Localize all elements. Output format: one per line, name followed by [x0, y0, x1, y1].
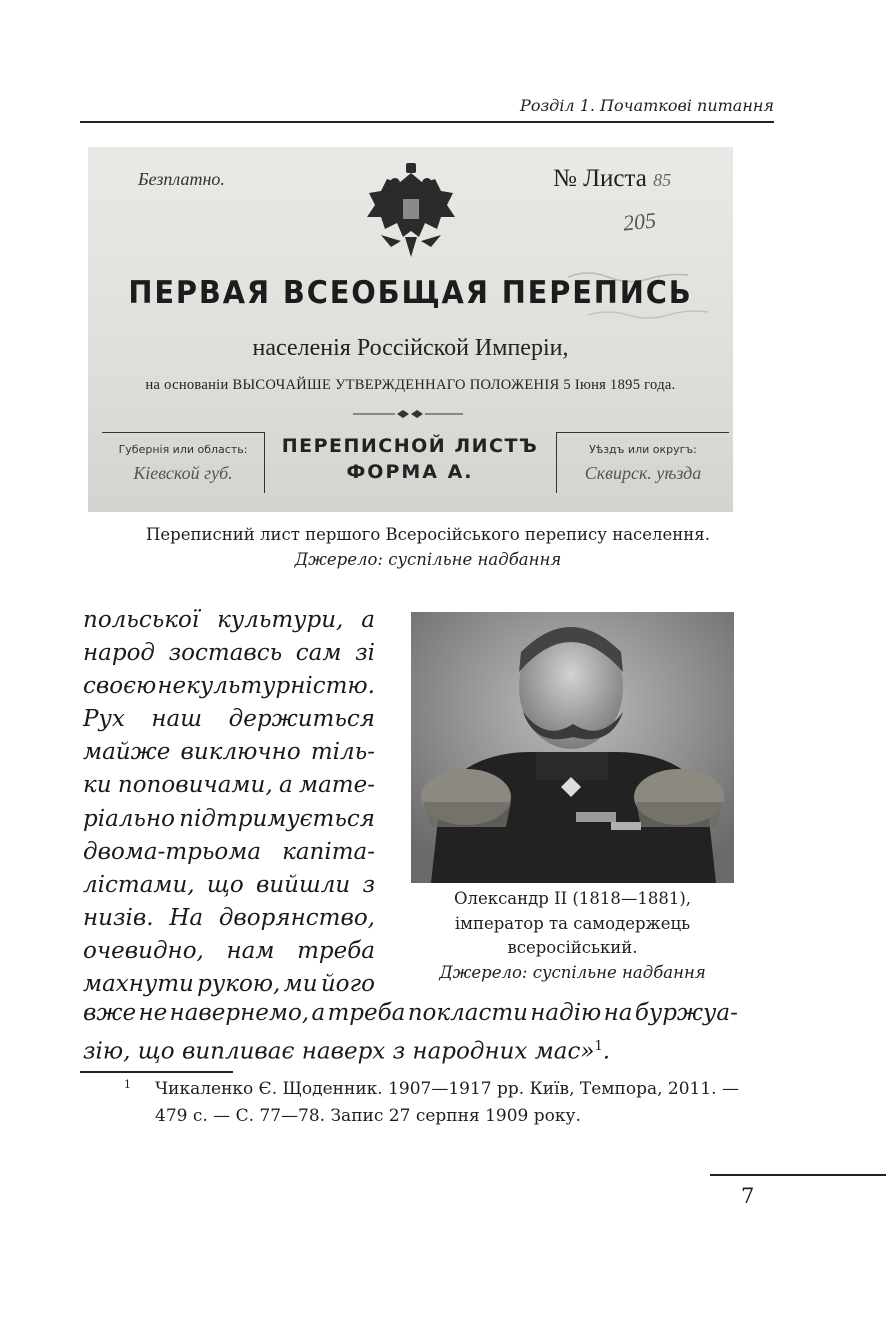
- footnote-reference[interactable]: 1: [594, 1039, 603, 1055]
- quote-word: треба: [327, 1000, 406, 1026]
- quote-word: Рух: [83, 706, 125, 733]
- quote-line-last: [83, 1030, 738, 1069]
- quote-word: двома-трьома: [83, 838, 262, 865]
- quote-word: вже: [83, 1000, 137, 1026]
- form-title: ПЕРЕПИСНОЙ ЛИСТЪ: [281, 435, 539, 457]
- census-caption: [80, 522, 776, 572]
- page-number-rule: [710, 1174, 886, 1176]
- quote-word: лістами,: [83, 871, 195, 898]
- census-title: ПЕРВАЯ ВСЕОБЩАЯ ПЕРЕПИСЬ: [128, 275, 693, 311]
- sheet-number-label: № Листа: [553, 165, 647, 192]
- census-sheet-image: [88, 147, 733, 512]
- quote-line: [83, 935, 375, 968]
- page-number: 7: [741, 1184, 755, 1208]
- double-headed-eagle-icon: [361, 161, 461, 261]
- quote-word: покласти: [407, 1000, 528, 1026]
- portrait-illustration: [411, 612, 734, 883]
- quote-word: його: [320, 971, 375, 998]
- district-label: Уѣздъ или округъ:: [589, 443, 697, 456]
- census-caption-source: Джерело: суспільне надбання: [294, 550, 562, 569]
- portrait-caption: [411, 887, 734, 985]
- quote-word: поповичами,: [117, 772, 273, 799]
- quote-word: на: [603, 1000, 633, 1026]
- province-box: [102, 432, 265, 493]
- quote-word: зоставсь: [168, 640, 283, 667]
- quote-word: а: [361, 607, 375, 633]
- footnote-text: Чикаленко Є. Щоденник. 1907—1917 рр. Київ, Темпора, 2011. — 479 с. — С. 77—78. Запис 27 серпня 1909 року.: [155, 1079, 739, 1126]
- quote-line: [83, 736, 375, 769]
- quote-line: [83, 703, 375, 736]
- province-label: Губернія или область:: [118, 443, 248, 456]
- district-box: [556, 432, 729, 493]
- quote-line: [83, 803, 375, 836]
- district-value: Сквирск. уѣзда: [584, 463, 702, 483]
- census-free-label: Безплатно.: [138, 169, 225, 189]
- quote-word: буржуа-: [634, 1000, 738, 1026]
- quote-word: а: [278, 772, 293, 799]
- quote-column: [83, 604, 375, 1001]
- sheet-number-value: 85: [653, 170, 672, 190]
- quote-word: треба: [297, 937, 375, 964]
- census-caption-text: Переписний лист першого Всеросійського перепису населення.: [146, 525, 710, 544]
- quote-word: сам: [295, 640, 342, 667]
- quote-word: надію: [530, 1000, 602, 1026]
- handwritten-number: 205: [621, 207, 658, 236]
- quote-word: низів.: [83, 904, 154, 931]
- quote-line: [83, 769, 375, 802]
- quote-word: своєю: [83, 673, 157, 700]
- ornament-divider: [353, 410, 463, 418]
- quote-word: ми: [283, 971, 318, 998]
- quote-line: [83, 836, 375, 869]
- quote-word: навернемо,: [169, 1000, 310, 1026]
- header-rule: [80, 121, 774, 123]
- quote-line: [83, 604, 375, 637]
- quote-line-text: зію, що випливає наверх з народних мас»: [83, 1038, 595, 1065]
- quote-word: народ: [83, 640, 156, 667]
- quote-word: тіль-: [310, 739, 375, 766]
- quote-word: ріально: [83, 805, 175, 832]
- quote-word: очевидно,: [83, 937, 204, 964]
- quote-continuation: [83, 997, 738, 1069]
- quote-word: дворянство,: [218, 904, 375, 931]
- quote-word: махнути: [83, 971, 194, 998]
- quote-word: майже: [83, 739, 171, 766]
- running-head: Розділ 1. Початкові питання: [520, 96, 774, 115]
- footnote-number: 1: [124, 1078, 131, 1091]
- quote-word: підтримується: [179, 805, 375, 832]
- census-subtitle: населенія Россійской Имперіи,: [252, 335, 569, 361]
- quote-word: зі: [355, 640, 375, 667]
- quote-word: культури,: [217, 607, 344, 633]
- quote-word: На: [169, 904, 204, 931]
- quote-word: нам: [226, 937, 275, 964]
- quote-word: ки: [83, 772, 112, 799]
- portrait-photo: [411, 612, 734, 883]
- quote-word: що: [206, 871, 244, 898]
- portrait-caption-source: Джерело: суспільне надбання: [439, 962, 706, 982]
- quote-line: [83, 869, 375, 902]
- quote-word: виключно: [180, 739, 301, 766]
- portrait-caption-line2: імператор та самодержець: [454, 913, 691, 933]
- form-letter: ФОРМА А.: [346, 461, 474, 483]
- census-basis: на основаніи ВЫСОЧАЙШЕ УТВЕРЖДЕННАГО ПОЛОЖЕНІЯ 5 Іюня 1895 года.: [145, 377, 676, 393]
- portrait-caption-line1: Олександр II (1818—1881),: [453, 889, 691, 908]
- quote-word: капіта-: [282, 838, 375, 865]
- quote-word: мате-: [299, 772, 375, 799]
- quote-line-end: .: [602, 1038, 611, 1065]
- quote-line: [83, 637, 375, 670]
- quote-line: [83, 997, 738, 1030]
- quote-word: з: [362, 871, 375, 898]
- quote-word: рукою,: [197, 971, 281, 998]
- quote-word: держиться: [228, 706, 375, 733]
- quote-word: не: [138, 1000, 168, 1026]
- quote-word: а: [311, 1000, 326, 1026]
- footnote-rule: [80, 1071, 233, 1073]
- quote-word: наш: [151, 706, 203, 733]
- province-value: Кіевской губ.: [133, 463, 233, 483]
- quote-word: некультурністю.: [157, 673, 375, 700]
- quote-word: вийшли: [255, 871, 351, 898]
- portrait-caption-line3: всеросійський.: [507, 938, 638, 957]
- quote-line: [83, 670, 375, 703]
- census-sheet-number: [553, 165, 671, 193]
- quote-line: [83, 902, 375, 935]
- quote-word: польської: [83, 607, 200, 633]
